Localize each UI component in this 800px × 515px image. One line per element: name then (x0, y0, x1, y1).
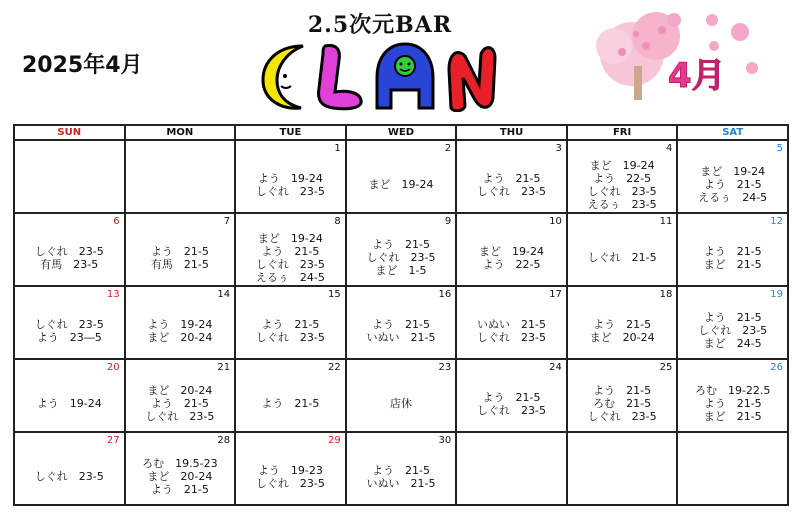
shift-entry: よう 23―5 (36, 330, 102, 344)
shift-entry: まど 20-24 (147, 330, 213, 344)
shift-entry: まど 19-24 (700, 165, 766, 178)
shift-list (347, 451, 456, 502)
logo-letter-c (263, 46, 303, 108)
shift-list (15, 232, 124, 283)
weekday-header: TUE (235, 125, 346, 140)
shift-list (568, 378, 677, 429)
day-number: 20 (106, 362, 120, 373)
shift-list (678, 232, 787, 283)
shift-entry: よう 19-24 (257, 171, 323, 185)
calendar-day-cell (14, 140, 125, 213)
calendar-week-row (14, 140, 788, 213)
shift-entry: よう 21-5 (261, 317, 320, 331)
shift-entry: しぐれ 21-5 (587, 251, 657, 264)
shift-entry: しぐれ 23-5 (34, 470, 104, 483)
day-number: 9 (444, 216, 452, 227)
day-number: 13 (106, 289, 120, 300)
shift-list (457, 305, 566, 356)
shift-entry: まど 24-5 (703, 337, 762, 350)
shift-entry: いぬい 21-5 (477, 317, 547, 331)
shift-entry: よう 21-5 (703, 178, 762, 191)
shift-entry: えるぅ 24-5 (698, 191, 768, 204)
shift-entry: しぐれ 23-5 (698, 324, 768, 337)
shift-list (236, 159, 345, 210)
shift-entry: 有馬 21-5 (150, 257, 209, 271)
shift-entry: まど 21-5 (703, 257, 762, 271)
shift-entry: 有馬 23-5 (40, 257, 99, 271)
shift-list (15, 305, 124, 356)
logo-letter-a (377, 44, 433, 108)
shift-list (568, 159, 677, 210)
shift-entry: ろむ 19.5-23 (142, 457, 218, 470)
calendar-day-cell (346, 213, 457, 286)
calendar-week-row (14, 286, 788, 359)
shift-list (457, 378, 566, 429)
shift-entry: しぐれ 23-5 (477, 403, 547, 417)
logo-letter-n (449, 48, 495, 111)
day-number: 11 (659, 216, 673, 227)
shift-entry: いぬい 21-5 (366, 330, 436, 344)
shift-entry: しぐれ 23-5 (255, 257, 325, 271)
calendar-day-cell (456, 359, 567, 432)
shift-list (457, 232, 566, 283)
shift-list (236, 378, 345, 429)
shift-entry: しぐれ 23-5 (366, 251, 436, 264)
shift-entry: しぐれ 23-5 (255, 476, 325, 490)
shift-entry: まど 20-24 (147, 384, 213, 397)
calendar-day-cell (235, 432, 346, 505)
calendar-week-row (14, 432, 788, 505)
weekday-header: SAT (677, 125, 788, 140)
shift-list (678, 451, 787, 502)
calendar-day-cell (677, 140, 788, 213)
shift-entry: よう 21-5 (150, 244, 209, 258)
shift-list (236, 232, 345, 283)
weekday-header: FRI (567, 125, 678, 140)
day-number: 2 (444, 143, 452, 154)
shift-list (126, 305, 235, 356)
shift-entry: しぐれ 23-5 (587, 410, 657, 423)
shift-entry: よう 21-5 (150, 483, 209, 496)
shift-list (15, 159, 124, 210)
shift-list (126, 378, 235, 429)
shift-entry: 店休 (389, 397, 412, 410)
shift-entry: しぐれ 23-5 (255, 330, 325, 344)
shift-entry: まど 19-24 (479, 244, 545, 258)
day-number: 22 (327, 362, 341, 373)
day-number: 15 (327, 289, 341, 300)
shift-entry: えるぅ 23-5 (587, 197, 657, 211)
calendar-day-cell (14, 359, 125, 432)
day-number: 30 (438, 435, 452, 446)
shift-list (236, 305, 345, 356)
day-number: 29 (327, 435, 341, 446)
calendar-day-cell (677, 359, 788, 432)
shift-entry: よう 21-5 (261, 244, 320, 258)
shift-entry: えるぅ 24-5 (255, 270, 325, 284)
shift-list (126, 451, 235, 502)
shift-list (15, 451, 124, 502)
calendar-day-cell (125, 432, 236, 505)
corner-month-label: 4月 (668, 56, 726, 96)
clan-logo-graphic (255, 40, 505, 112)
day-number: 8 (334, 216, 341, 227)
shift-entry: よう 21-5 (371, 238, 430, 251)
calendar-day-cell (125, 286, 236, 359)
day-number: 24 (549, 362, 562, 373)
calendar-day-cell (125, 140, 236, 213)
shift-entry: まど 1-5 (375, 264, 427, 277)
shift-list (457, 159, 566, 210)
calendar-day-cell (14, 213, 125, 286)
calendar-day-cell (567, 213, 678, 286)
shift-entry: よう 21-5 (371, 317, 430, 331)
shift-entry: よう 19-23 (257, 463, 323, 477)
shift-entry: しぐれ 23-5 (477, 330, 547, 344)
shift-entry: よう 19-24 (36, 397, 102, 410)
calendar-day-cell (677, 213, 788, 286)
calendar-day-cell (346, 359, 457, 432)
day-number: 14 (217, 289, 231, 300)
shift-entry: ろむ 21-5 (593, 397, 652, 410)
day-number: 28 (217, 435, 231, 446)
shift-entry: しぐれ 23-5 (587, 184, 657, 198)
shift-entry: よう 21-5 (593, 384, 652, 397)
shift-entry: ろむ 19-22.5 (694, 384, 771, 397)
calendar-day-cell (567, 359, 678, 432)
calendar-day-cell (456, 286, 567, 359)
shift-entry: しぐれ 23-5 (34, 244, 104, 258)
brand-logo (255, 8, 505, 116)
shift-entry: しぐれ 23-5 (145, 410, 215, 423)
day-number: 18 (659, 289, 673, 300)
calendar-day-cell (567, 432, 678, 505)
shift-list (126, 159, 235, 210)
weekday-header: SUN (14, 125, 125, 140)
shift-list (347, 159, 456, 210)
shift-entry: よう 21-5 (703, 244, 762, 258)
calendar-day-cell (125, 213, 236, 286)
shift-entry: しぐれ 23-5 (477, 184, 547, 198)
calendar-day-cell (567, 286, 678, 359)
day-number: 10 (549, 216, 562, 227)
shift-entry: よう 19-24 (147, 317, 213, 331)
shift-entry: よう 21-5 (703, 311, 762, 324)
shift-entry: しぐれ 23-5 (34, 317, 104, 331)
shift-list (236, 451, 345, 502)
day-number: 27 (106, 435, 120, 446)
month-label: 2025年4月 (22, 53, 143, 78)
shift-list (678, 378, 787, 429)
shift-list (678, 305, 787, 356)
calendar-body (14, 140, 788, 505)
shift-entry: まど 21-5 (703, 410, 762, 423)
calendar-day-cell (456, 140, 567, 213)
calendar-day-cell (346, 286, 457, 359)
shift-list (568, 305, 677, 356)
day-number: 25 (659, 362, 673, 373)
day-number: 23 (438, 362, 452, 373)
day-number: 4 (666, 143, 673, 154)
shift-entry: よう 21-5 (150, 397, 209, 410)
shift-entry: よう 21-5 (261, 397, 320, 410)
calendar-day-cell (235, 213, 346, 286)
day-number: 6 (113, 216, 120, 227)
calendar-day-cell (567, 140, 678, 213)
shift-entry: よう 22-5 (593, 171, 652, 185)
shift-list (347, 378, 456, 429)
calendar-day-cell (14, 286, 125, 359)
brand-subtitle: 2.5次元BAR (307, 12, 453, 38)
logo-letter-l (319, 46, 362, 109)
calendar-day-cell (456, 213, 567, 286)
shift-entry: まど 20-24 (589, 330, 655, 344)
day-number: 5 (776, 143, 783, 154)
calendar-day-cell (125, 359, 236, 432)
shift-entry: よう 21-5 (593, 317, 652, 331)
day-number: 16 (438, 289, 452, 300)
shift-list (568, 232, 677, 283)
shift-list (126, 232, 235, 283)
calendar-day-cell (14, 432, 125, 505)
calendar-table (13, 124, 789, 506)
calendar-day-cell (235, 286, 346, 359)
weekday-header-row (14, 125, 788, 140)
shift-entry: まど 20-24 (147, 470, 213, 483)
calendar-week-row (14, 213, 788, 286)
shift-entry: よう 21-5 (482, 171, 541, 185)
shift-entry: しぐれ 23-5 (255, 184, 325, 198)
calendar-day-cell (346, 140, 457, 213)
shift-list (568, 451, 677, 502)
day-number: 21 (217, 362, 231, 373)
shift-entry: いぬい 21-5 (366, 476, 436, 490)
shift-entry: まど 19-24 (257, 231, 323, 245)
calendar-day-cell (235, 140, 346, 213)
shift-list (15, 378, 124, 429)
calendar-day-cell (677, 432, 788, 505)
shift-entry: まど 19-24 (589, 158, 655, 172)
shift-entry: よう 21-5 (371, 463, 430, 477)
shift-entry: まど 19-24 (368, 178, 434, 191)
day-number: 12 (770, 216, 783, 227)
day-number: 3 (555, 143, 562, 154)
day-number: 26 (770, 362, 783, 373)
calendar-day-cell (456, 432, 567, 505)
shift-list (678, 159, 787, 210)
shift-list (347, 305, 456, 356)
weekday-header: WED (346, 125, 457, 140)
day-number: 19 (770, 289, 783, 300)
weekday-header: THU (456, 125, 567, 140)
shift-entry: よう 21-5 (482, 390, 541, 404)
day-number: 17 (549, 289, 562, 300)
shift-entry: よう 22-5 (482, 257, 541, 271)
shift-list (347, 232, 456, 283)
weekday-header: MON (125, 125, 236, 140)
calendar-day-cell (677, 286, 788, 359)
day-number: 1 (334, 143, 341, 154)
shift-list (457, 451, 566, 502)
calendar-day-cell (346, 432, 457, 505)
day-number: 7 (223, 216, 231, 227)
shift-entry: よう 21-5 (703, 397, 762, 410)
calendar-day-cell (235, 359, 346, 432)
calendar-week-row (14, 359, 788, 432)
